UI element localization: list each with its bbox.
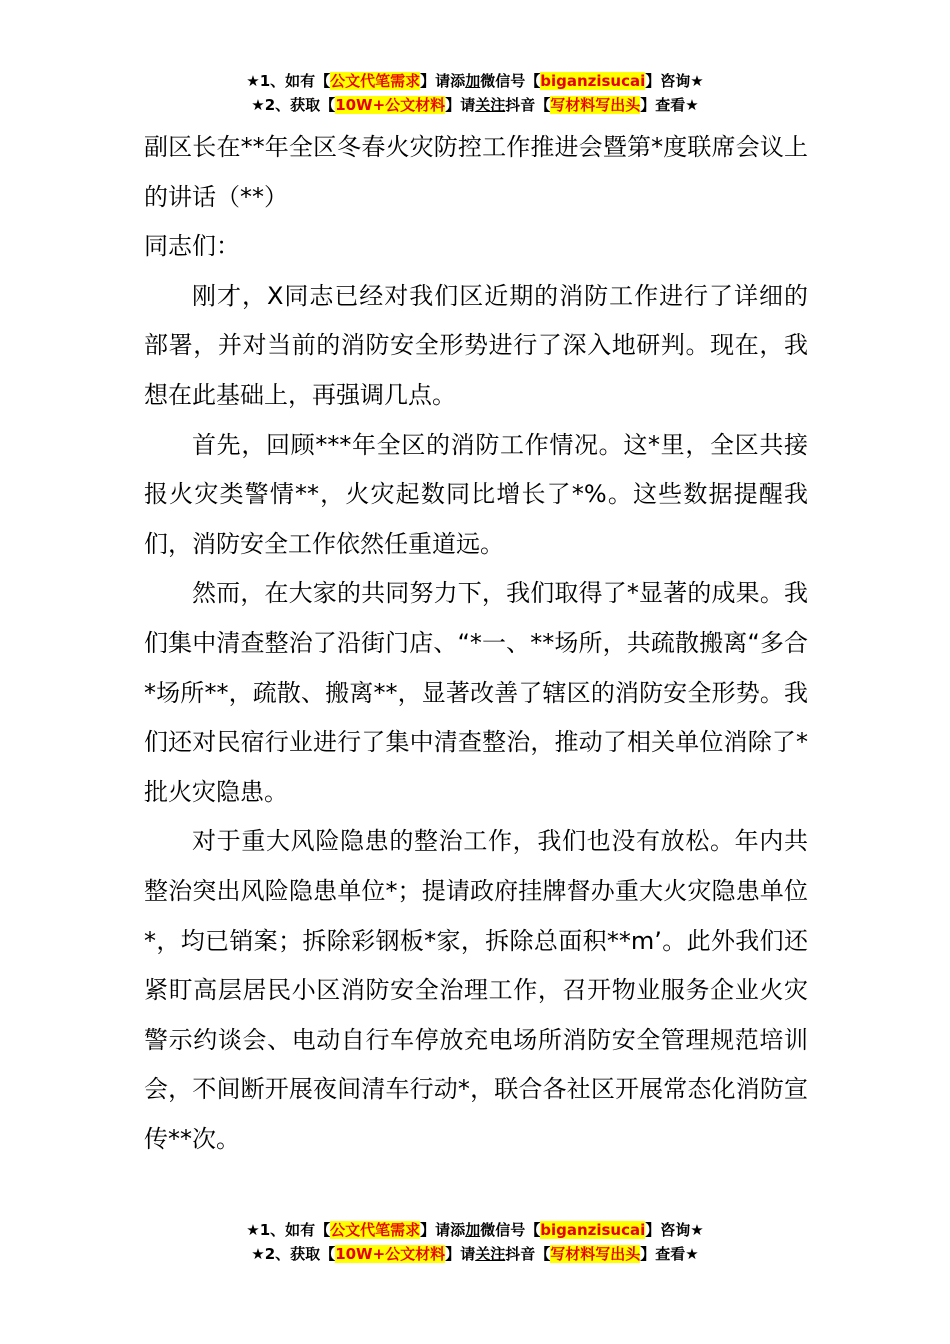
- banner-text: 抖音【: [505, 96, 551, 114]
- banner-line-1: [0, 69, 950, 93]
- banner-text: 】请添: [420, 72, 466, 90]
- header-banner: [0, 69, 950, 117]
- banner-text: 】查看★: [640, 1245, 699, 1263]
- banner-text: 】请: [445, 1245, 476, 1263]
- paragraph-intro: 刚才，X同志已经对我们区近期的消防工作进行了详细的部署，并对当前的消防安全形势进行了深入地研判。现在，我想在此基础上，再强调几点。: [144, 281, 808, 409]
- paragraph-risk-rectification: 对于重大风险隐患的整治工作，我们也没有放松。年内共整治突出风险隐患单位*；提请政府挂牌督办重大火灾隐患单位*，均已销案；拆除彩钢板*家，拆除总面积**m’。此外我们还紧盯高层居民小区消防安全治理工作，召开物业服务企业火灾警示约谈会、电动自行车停放充电场所消防安全管理规范培训会，不间断开展夜间清车行动*，联合各社区开展常态化消防宣传**次。: [144, 827, 808, 1153]
- highlight-wechat-id: biganzisucai: [540, 72, 646, 90]
- banner-line-2: [0, 1242, 950, 1266]
- banner-text: 微信号【: [480, 1221, 541, 1239]
- paragraph-achievements: 然而，在大家的共同努力下，我们取得了*显著的成果。我们集中清查整治了沿街门店、“*一、**场所，共疏散搬离“多合*场所**，疏散、搬离**，显著改善了辖区的消防安全形势。我们还对民宿行业进行了集中清查整治，推动了相关单位消除了*批火灾隐患。: [144, 579, 808, 806]
- footer-banner: [0, 1218, 950, 1266]
- banner-underlined: 加: [465, 1221, 481, 1239]
- paragraph-review: 首先，回顾***年全区的消防工作情况。这*里，全区共接报火灾类警情**，火灾起数同比增长了*%。这些数据提醒我们，消防安全工作依然任重道远。: [144, 430, 808, 558]
- banner-text: 抖音【: [505, 1245, 551, 1263]
- banner-text: 】咨询★: [645, 1221, 704, 1239]
- banner-underlined: 加: [465, 72, 481, 90]
- banner-text: ★1、如有【: [246, 72, 331, 90]
- banner-text: 】请: [445, 96, 476, 114]
- banner-text: ★1、如有【: [246, 1221, 331, 1239]
- highlight-materials: 10W+公文材料: [335, 96, 446, 114]
- highlight-service: 公文代笔需求: [330, 1221, 421, 1239]
- highlight-materials: 10W+公文材料: [335, 1245, 446, 1263]
- banner-text: 】查看★: [640, 96, 699, 114]
- document-body: [144, 123, 808, 1164]
- banner-underlined: 关注: [475, 96, 506, 114]
- banner-text: 】请添: [420, 1221, 466, 1239]
- banner-text: ★2、获取【: [251, 1245, 336, 1263]
- document-title: 副区长在**年全区冬春火灾防控工作推进会暨第*度联席会议上的讲话（**）: [144, 133, 808, 211]
- banner-line-1: [0, 1218, 950, 1242]
- highlight-wechat-id: biganzisucai: [540, 1221, 646, 1239]
- banner-text: ★2、获取【: [251, 96, 336, 114]
- banner-text: 微信号【: [480, 72, 541, 90]
- highlight-douyin-account: 写材料写出头: [550, 96, 641, 114]
- salutation: 同志们：: [144, 232, 240, 261]
- highlight-service: 公文代笔需求: [330, 72, 421, 90]
- banner-line-2: [0, 93, 950, 117]
- highlight-douyin-account: 写材料写出头: [550, 1245, 641, 1263]
- banner-text: 】咨询★: [645, 72, 704, 90]
- banner-underlined: 关注: [475, 1245, 506, 1263]
